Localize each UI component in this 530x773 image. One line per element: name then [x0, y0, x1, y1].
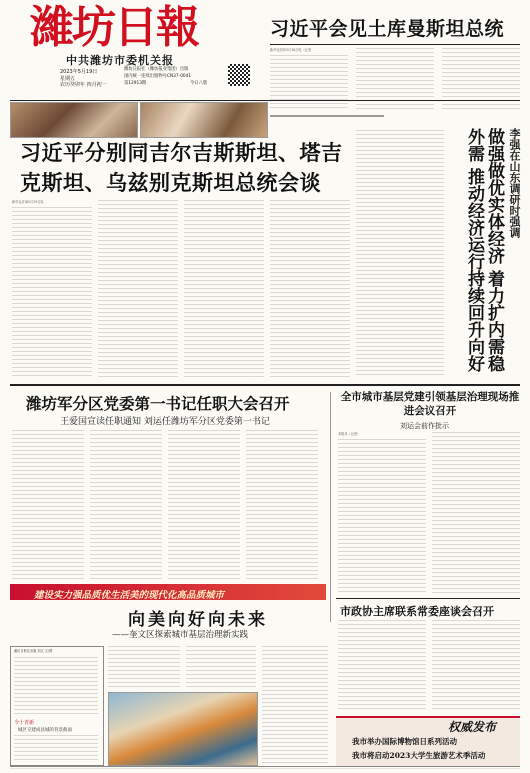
- weifang-story-col3: [168, 430, 240, 580]
- kuiwen-story-col3: [262, 646, 328, 764]
- kuiwen-story-title: 向美向好向未来: [128, 610, 268, 630]
- main-headline: 习近平分别同吉尔吉斯斯坦、塔吉克斯坦、乌兹别克斯坦总统会谈: [20, 140, 343, 195]
- right-story-sub: 刘运会前作批示: [400, 422, 449, 430]
- weifang-story-col4: [246, 430, 318, 580]
- left-box-body: [14, 657, 98, 717]
- weifang-story-col2: [90, 430, 162, 580]
- kuiwen-story-subtitle: ——奎文区探索城市基层治理新实践: [112, 630, 249, 640]
- divider: [330, 392, 331, 622]
- main-story-col4: [270, 200, 350, 377]
- top-story-body: [270, 55, 348, 111]
- cppcc-story-col2: [432, 620, 520, 712]
- weifang-story-title: 潍坊军分区党委第一书记任职大会召开: [26, 394, 290, 413]
- cppcc-story-title: 市政协主席联系常委座谈会召开: [340, 605, 494, 618]
- photo-leaders: [140, 102, 268, 138]
- kuiwen-story-col1: [108, 646, 180, 690]
- weifang-story-subtitle: 王爱国宣读任职通知 刘运任潍坊军分区党委第一书记: [60, 417, 270, 427]
- weifang-story-col1: [12, 430, 84, 580]
- top-story-body-3: [442, 48, 520, 111]
- brief-label: 权威发布: [448, 720, 497, 734]
- weekday: 星期五: [60, 76, 76, 82]
- divider: [270, 44, 520, 45]
- divider: [336, 598, 520, 599]
- serial-number: 国内统一连续出版物号CN37-0041: [124, 74, 192, 79]
- lunar-date: 农历癸卯年 四月初一: [60, 82, 107, 88]
- footer-info: [10, 768, 520, 772]
- photo-crowd: [270, 115, 384, 117]
- top-story-text: 新华社西安5月18日电（记者: [270, 48, 312, 52]
- issue-date: 2023年5月19日: [60, 69, 98, 75]
- party-organ-line: 中共潍坊市委机关报: [66, 54, 174, 67]
- headline-top: 习近平会见土库曼斯坦总统: [270, 18, 505, 40]
- footer-rule: [10, 766, 520, 767]
- photo-children-painting: [108, 692, 258, 766]
- main-story-byline: 新华社济南5月19日电: [12, 200, 44, 204]
- qr-code: [228, 64, 250, 86]
- brief-item-2: 我市将启动2023大学生旅游艺术季活动: [352, 751, 486, 760]
- right-story-title: 全市城市基层党建引领基层治理现场推进会议召开: [340, 391, 520, 417]
- page-count: 今日八版: [190, 81, 208, 86]
- top-story-body-2: [356, 48, 434, 111]
- left-box-item: 城区交建成县城的背景截面: [18, 728, 72, 733]
- right-story-col2: [432, 432, 520, 593]
- main-story-col1: [12, 207, 92, 377]
- issue-number: 第12913期: [124, 81, 147, 86]
- divider: [10, 100, 520, 101]
- photo-meeting: [10, 102, 138, 138]
- main-story-col2: [98, 200, 178, 377]
- left-box-body-2: [14, 735, 98, 761]
- divider: [10, 384, 520, 386]
- brief-item-1: 我市举办国际博物馆日系列活动: [352, 737, 457, 746]
- main-story-col3: [184, 200, 264, 377]
- kuiwen-story-col2: [186, 646, 256, 690]
- main-story-col5: [356, 130, 444, 377]
- cppcc-story-col1: [338, 620, 426, 712]
- side-story-kicker: 李强在山东调研时强调: [508, 128, 521, 238]
- left-box-subhead: 今十青新: [14, 720, 35, 726]
- slogan-banner-text: 建设实力强品质优生活美的现代化高品质城市: [34, 590, 225, 601]
- right-story-byline: 本报讯（记者）: [338, 432, 361, 436]
- left-box-title: 潍坊日报社出版 刘文 文/图: [14, 649, 53, 653]
- side-story-title: 做强做优实体经济 着力扩内需稳外需 推动经济运行持续回升向好: [464, 128, 504, 372]
- right-story-col1: [338, 439, 426, 593]
- newspaper-logo: 濰坊日報: [30, 2, 198, 53]
- publisher-info: 潍坊日报社（潍坊报业集团）出版: [124, 67, 189, 72]
